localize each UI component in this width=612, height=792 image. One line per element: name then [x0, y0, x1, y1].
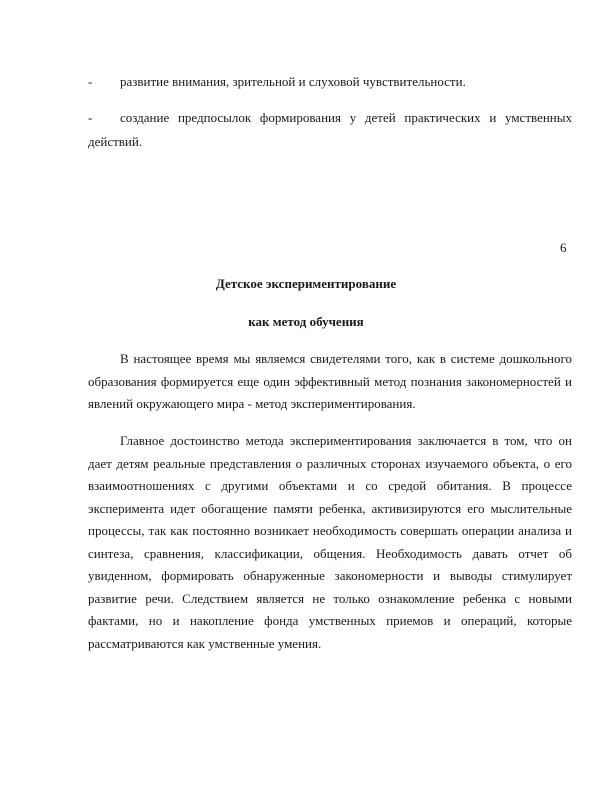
- paragraph: В настоящее время мы являемся свидетелями того, как в системе дошкольного образования формируется еще один эффективный метод познания закономерностей и явлений окружающего мира - метод экспериментирования.: [88, 351, 572, 411]
- section-subtitle: как метод обучения: [248, 314, 364, 329]
- paragraph: Главное достоинство метода экспериментирования заключается в том, что он дает детям реальные представления о различных сторонах изучаемого объекта, о его взаимоотношениях с другими объектами и со средой обитания. В процессе эксперимента идет обогащение памяти ребенка, активизируются его мыслительные процессы, так как постоянно возникает необходимость совершать операции анализа и синтеза, сравнения, классификации, общения. Необходимость давать отчет об увиденном, формировать обнаруженные закономерности и выводы стимулирует развитие речи. Следствием является не только ознакомление ребенка с новыми фактами, но и накопление фонда умственных приемов и операций, которые рассматриваются как умственные умения.: [88, 433, 572, 651]
- bullet-text: создание предпосылок формирования у детей практических и умственных действий.: [88, 110, 572, 149]
- bullet-item: [88, 106, 572, 154]
- page-number: 6: [560, 240, 567, 255]
- bullet-item: [88, 70, 572, 94]
- bullet-text: развитие внимания, зрительной и слуховой чувствительности.: [120, 74, 466, 89]
- bullet-dash: -: [88, 74, 93, 89]
- bullet-dash: -: [88, 110, 93, 125]
- section-title: Детское экспериментирование: [215, 276, 397, 291]
